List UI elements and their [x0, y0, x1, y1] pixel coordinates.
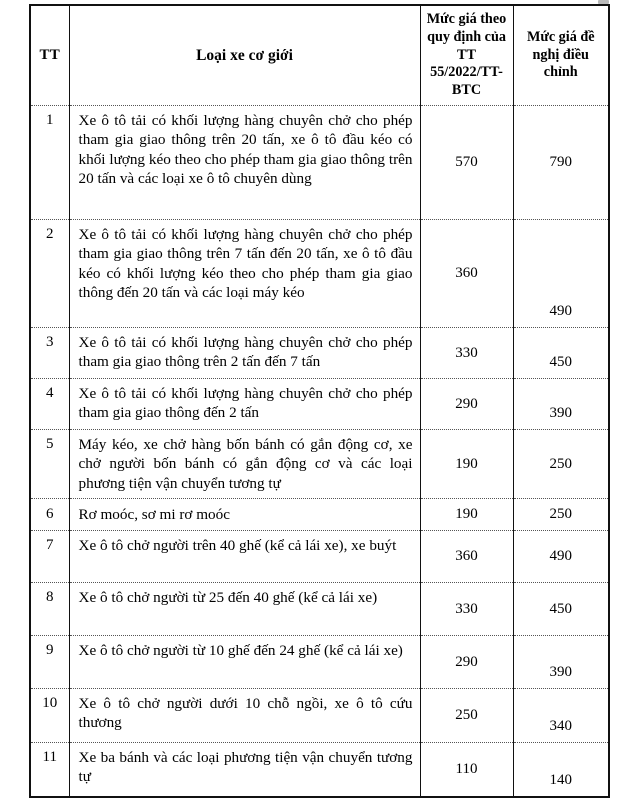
row-vehicle-type: Xe ô tô chở người từ 10 ghế đến 24 ghế (kể cả lái xe) [69, 636, 420, 689]
row-index: 11 [30, 743, 69, 798]
row-vehicle-type: Rơ moóc, sơ mi rơ moóc [69, 499, 420, 531]
row-index: 4 [30, 379, 69, 430]
row-vehicle-type: Xe ô tô chở người từ 25 đến 40 ghế (kể cả lái xe) [69, 583, 420, 636]
table-row [30, 583, 609, 636]
vehicle-price-table [29, 4, 610, 798]
row-price-tt55: 570 [420, 106, 513, 220]
row-price-tt55: 360 [420, 220, 513, 328]
table-body [30, 106, 609, 798]
row-vehicle-type: Xe ô tô tải có khối lượng hàng chuyên chở cho phép tham gia giao thông đến 2 tấn [69, 379, 420, 430]
row-vehicle-type: Xe ô tô chở người dưới 10 chỗ ngồi, xe ô tô cứu thương [69, 689, 420, 743]
row-vehicle-type: Xe ô tô chở người trên 40 ghế (kể cả lái xe), xe buýt [69, 531, 420, 583]
row-index: 1 [30, 106, 69, 220]
row-price-proposed: 340 [513, 689, 609, 743]
row-price-tt55: 190 [420, 499, 513, 531]
row-price-tt55: 330 [420, 328, 513, 379]
row-index: 9 [30, 636, 69, 689]
row-vehicle-type: Xe ba bánh và các loại phương tiện vận chuyển tương tự [69, 743, 420, 798]
row-price-tt55: 290 [420, 636, 513, 689]
table-row [30, 379, 609, 430]
row-vehicle-type: Xe ô tô tải có khối lượng hàng chuyên chở cho phép tham gia giao thông trên 20 tấn, xe ô tô đầu kéo có khối lượng kéo theo cho phép tham gia giao thông trên 20 tấn và các loại xe ô tô chuyên dùng [69, 106, 420, 220]
column-header-vehicle-type: Loại xe cơ giới [69, 5, 420, 106]
row-price-tt55: 190 [420, 430, 513, 499]
row-price-proposed: 490 [513, 220, 609, 328]
row-price-proposed: 490 [513, 531, 609, 583]
row-index: 2 [30, 220, 69, 328]
row-price-tt55: 290 [420, 379, 513, 430]
table-row [30, 531, 609, 583]
row-vehicle-type: Máy kéo, xe chở hàng bốn bánh có gắn động cơ, xe chở người bốn bánh có gắn động cơ và các loại phương tiện vận chuyển tương tự [69, 430, 420, 499]
row-vehicle-type: Xe ô tô tải có khối lượng hàng chuyên chở cho phép tham gia giao thông trên 2 tấn đến 7 tấn [69, 328, 420, 379]
row-price-proposed: 250 [513, 430, 609, 499]
row-price-proposed: 790 [513, 106, 609, 220]
table-header [30, 5, 609, 106]
document-sheet [29, 4, 608, 788]
table-row [30, 499, 609, 531]
row-price-proposed: 450 [513, 328, 609, 379]
row-index: 7 [30, 531, 69, 583]
table-row [30, 743, 609, 798]
table-row [30, 430, 609, 499]
table-row [30, 636, 609, 689]
row-index: 10 [30, 689, 69, 743]
row-index: 6 [30, 499, 69, 531]
row-index: 3 [30, 328, 69, 379]
row-price-proposed: 390 [513, 379, 609, 430]
row-price-proposed: 140 [513, 743, 609, 798]
column-header-tt: TT [30, 5, 69, 106]
row-price-tt55: 360 [420, 531, 513, 583]
column-header-price-tt55: Mức giá theo quy định của TT 55/2022/TT-BTC [420, 5, 513, 106]
row-index: 8 [30, 583, 69, 636]
row-price-proposed: 450 [513, 583, 609, 636]
row-vehicle-type: Xe ô tô tải có khối lượng hàng chuyên chở cho phép tham gia giao thông trên 7 tấn đến 20 tấn, xe ô tô đầu kéo có khối lượng kéo theo cho phép tham gia giao thông đến 20 tấn và các loại máy kéo [69, 220, 420, 328]
header-row [30, 5, 609, 106]
column-header-price-proposed: Mức giá đề nghị điều chỉnh [513, 5, 609, 106]
row-price-tt55: 330 [420, 583, 513, 636]
table-row [30, 220, 609, 328]
table-row [30, 689, 609, 743]
row-price-proposed: 250 [513, 499, 609, 531]
row-index: 5 [30, 430, 69, 499]
row-price-tt55: 250 [420, 689, 513, 743]
row-price-proposed: 390 [513, 636, 609, 689]
row-price-tt55: 110 [420, 743, 513, 798]
table-row [30, 106, 609, 220]
table-row [30, 328, 609, 379]
